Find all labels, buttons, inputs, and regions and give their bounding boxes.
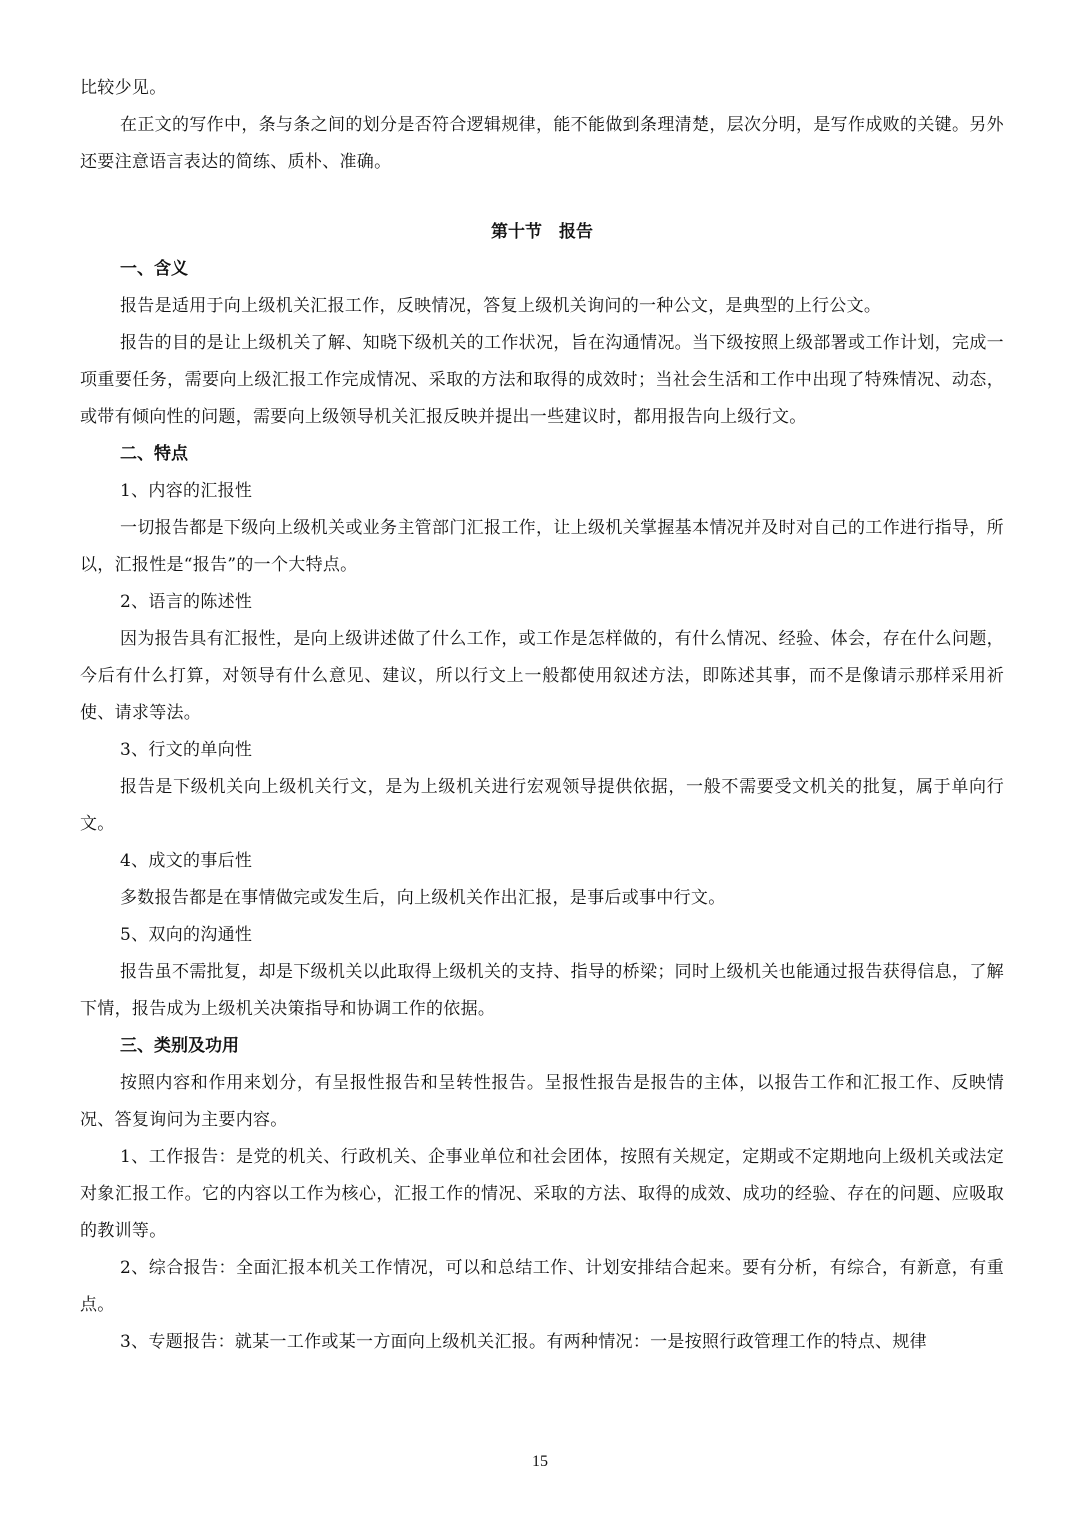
paragraph-intro-2: 在正文的写作中，条与条之间的划分是否符合逻辑规律，能不能做到条理清楚，层次分明，是写作成败的关键。另外还要注意语言表达的简练、质朴、准确。 [80,115,1004,172]
paragraph-categories-3: 2、综合报告：全面汇报本机关工作情况，可以和总结工作、计划安排结合起来。要有分析，有综合，有新意，有重点。 [80,1258,1004,1315]
section-title: 第十节 报告 [491,222,593,242]
paragraph-meaning-1: 报告是适用于向上级机关汇报工作，反映情况，答复上级机关询问的一种公文，是典型的上行公文。 [120,296,882,316]
paragraph-meaning-2: 报告的目的是让上级机关了解、知晓下级机关的工作状况，旨在沟通情况。当下级按照上级部署或工作计划，完成一项重要任务，需要向上级汇报工作完成情况、采取的方法和取得的成效时；当社会生活和工作中出现了特殊情况、动态，或带有倾向性的问题，需要向上级领导机关汇报反映并提出一些建议时，都用报告向上级行文。 [80,333,1004,427]
heading-categories: 三、类别及功用 [120,1036,239,1056]
paragraph-categories-2: 1、工作报告：是党的机关、行政机关、企事业单位和社会团体，按照有关规定，定期或不定期地向上级机关或法定对象汇报工作。它的内容以工作为核心，汇报工作的情况、采取的方法、取得的成效、成功的经验、存在的问题、应吸取的教训等。 [80,1147,1004,1241]
feature-4-title: 4、成文的事后性 [120,851,253,871]
feature-3-body: 报告是下级机关向上级机关行文，是为上级机关进行宏观领导提供依据，一般不需要受文机关的批复，属于单向行文。 [80,777,1004,834]
feature-1-title: 1、内容的汇报性 [120,481,253,501]
page-number: 15 [532,1453,548,1470]
document-page [80,70,1004,1361]
heading-features: 二、特点 [120,444,188,464]
feature-5-title: 5、双向的沟通性 [120,925,253,945]
paragraph-intro-tail: 比较少见。 [80,78,167,98]
feature-2-body: 因为报告具有汇报性，是向上级讲述做了什么工作，或工作是怎样做的，有什么情况、经验、体会，存在什么问题，今后有什么打算，对领导有什么意见、建议，所以行文上一般都使用叙述方法，即陈述其事，而不是像请示那样采用祈使、请求等法。 [80,629,1004,723]
heading-meaning: 一、含义 [120,259,188,279]
feature-2-title: 2、语言的陈述性 [120,592,253,612]
paragraph-categories-4: 3、专题报告：就某一工作或某一方面向上级机关汇报。有两种情况：一是按照行政管理工作的特点、规律 [120,1332,927,1352]
feature-1-body: 一切报告都是下级向上级机关或业务主管部门汇报工作，让上级机关掌握基本情况并及时对自己的工作进行指导，所以，汇报性是“报告”的一个大特点。 [80,518,1004,575]
paragraph-categories-1: 按照内容和作用来划分，有呈报性报告和呈转性报告。呈报性报告是报告的主体，以报告工作和汇报工作、反映情况、答复询问为主要内容。 [80,1073,1004,1130]
feature-3-title: 3、行文的单向性 [120,740,253,760]
feature-4-body: 多数报告都是在事情做完或发生后，向上级机关作出汇报，是事后或事中行文。 [120,888,726,908]
feature-5-body: 报告虽不需批复，却是下级机关以此取得上级机关的支持、指导的桥梁；同时上级机关也能通过报告获得信息，了解下情，报告成为上级机关决策指导和协调工作的依据。 [80,962,1004,1019]
